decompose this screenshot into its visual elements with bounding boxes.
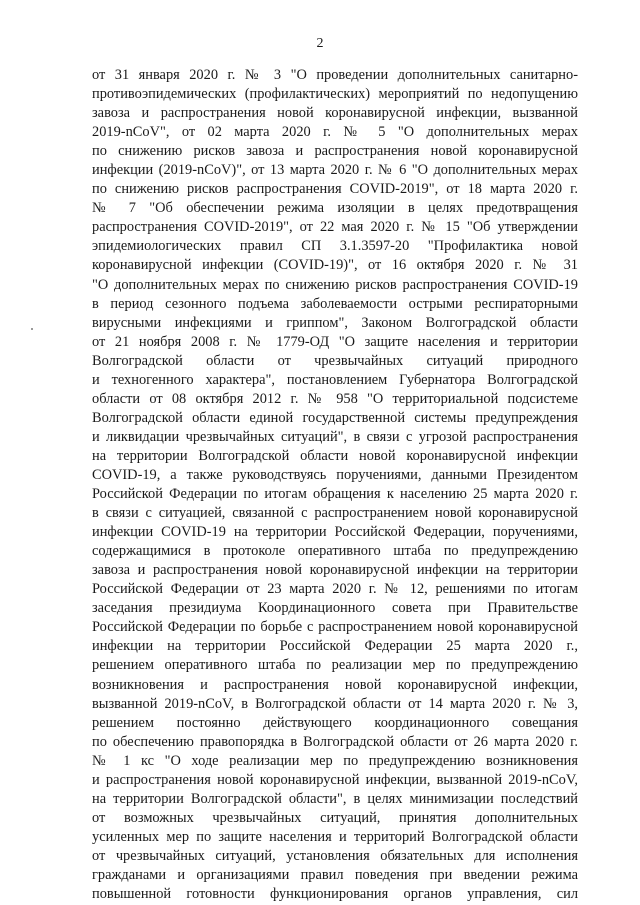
text-line: на территории Волгоградской области", в целях минимизации последствий [92, 790, 578, 807]
text-line: COVID-19, а также руководствуясь поручениями, данными Президентом [92, 466, 578, 483]
text-line: решением оперативного штаба по реализации мер по предупреждению [92, 657, 578, 674]
text-line: области от 08 октября 2012 г. № 958 "О территориальной подсистеме [92, 390, 578, 407]
text-line: решением постоянно действующего координационного совещания [92, 714, 578, 731]
text-line: "О дополнительных мерах по снижению рисков распространения COVID-19 [92, 276, 578, 293]
text-line: в связи с ситуацией, связанной с распространением новой коронавирусной [92, 505, 578, 522]
text-line: повышенной готовности функционирования органов управления, сил [92, 886, 578, 903]
text-line: по обеспечению правопорядка в Волгоградской области от 26 марта 2020 г. [92, 733, 578, 750]
text-line: возникновения и распространения новой коронавирусной инфекции, [92, 676, 578, 693]
text-line: в период сезонного подъема заболеваемости острыми респираторными [92, 295, 578, 312]
page-number: 2 [316, 36, 324, 51]
text-line: Российской Федерации по итогам обращения к населению 25 марта 2020 г. [92, 486, 578, 503]
scan-speck [31, 328, 33, 330]
text-line: Волгоградской области единой государственной системы предупреждения [92, 409, 578, 426]
text-line: Волгоградской области от чрезвычайных ситуаций природного [92, 352, 578, 369]
text-line: Российской Федерации от 23 марта 2020 г. № 12, решениями по итогам [92, 581, 578, 598]
text-line: № 1 кс "О ходе реализации мер по предупреждению возникновения [92, 752, 578, 769]
text-line: завоза и распространения новой коронавирусной инфекции, вызванной [92, 105, 578, 122]
text-line: усиленных мер по защите населения и территорий Волгоградской области [92, 828, 578, 845]
text-line: коронавирусной инфекции (COVID-19)", от 16 октября 2020 г. № 31 [92, 257, 578, 274]
text-line: эпидемиологических правил СП 3.1.3597-20 "Профилактика новой [92, 238, 578, 255]
text-line: от возможных чрезвычайных ситуаций, принятия дополнительных [92, 809, 578, 826]
text-line: по снижению рисков завоза и распространения новой коронавирусной [92, 143, 578, 160]
text-line: № 7 "Об обеспечении режима изоляции в целях предотвращения [92, 200, 578, 217]
text-line: инфекции на территории Российской Федерации 25 марта 2020 г., [92, 638, 578, 655]
text-line: на территории Волгоградской области новой коронавирусной инфекции [92, 447, 578, 464]
text-line: инфекции (2019-nCoV)", от 13 марта 2020 г. № 6 "О дополнительных мерах [92, 162, 578, 179]
text-line: заседания президиума Координационного совета при Правительстве [92, 600, 578, 617]
text-line: гражданами и организациями правил поведения при введении режима [92, 866, 578, 883]
text-line: от 31 января 2020 г. № 3 "О проведении дополнительных санитарно- [92, 67, 578, 83]
text-line: от чрезвычайных ситуаций, установления обязательных для исполнения [92, 847, 578, 864]
body-text [92, 66, 578, 904]
text-line: по снижению рисков распространения COVID-2019", от 18 марта 2020 г. [92, 181, 578, 198]
text-line: и распространения новой коронавирусной инфекции, вызванной 2019-nCoV, [92, 771, 578, 788]
text-line: завоза и распространения новой коронавирусной инфекции на территории [92, 562, 578, 579]
text-line: Российской Федерации по борьбе с распространением новой коронавирусной [92, 619, 578, 636]
text-line: от 21 ноября 2008 г. № 1779-ОД "О защите населения и территории [92, 333, 578, 350]
text-line: содержащимися в протоколе оперативного штаба по предупреждению [92, 543, 578, 560]
text-line: противоэпидемических (профилактических) мероприятий по недопущению [92, 86, 578, 103]
text-line: вызванной 2019-nCoV, в Волгоградской области от 14 марта 2020 г. № 3, [92, 695, 578, 712]
text-line: вирусными инфекциями и гриппом", Законом Волгоградской области [92, 314, 578, 331]
text-line: 2019-nCoV", от 02 марта 2020 г. № 5 "О дополнительных мерах [92, 124, 578, 141]
text-line: и техногенного характера", постановлением Губернатора Волгоградской [92, 371, 578, 388]
text-line: распространения COVID-2019", от 22 мая 2020 г. № 15 "Об утверждении [92, 219, 578, 236]
text-line: и ликвидации чрезвычайных ситуаций", в связи с угрозой распространения [92, 428, 578, 445]
text-line: инфекции COVID-19 на территории Российской Федерации, поручениями, [92, 524, 578, 541]
